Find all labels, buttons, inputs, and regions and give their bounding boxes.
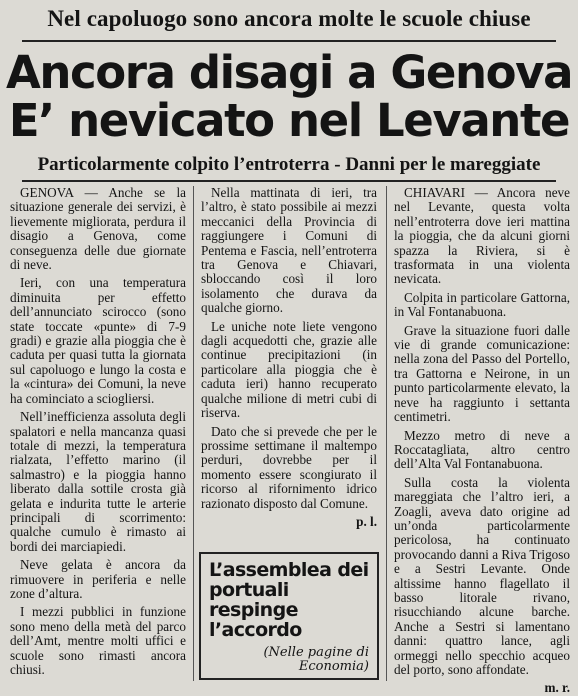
paragraph: Neve gelata è ancora da rimuovere in periferia e nelle zone d’altura. — [10, 557, 186, 601]
column-divider — [386, 186, 387, 681]
paragraph: CHIAVARI — Ancora neve nel Levante, questa volta nell’entroterra dove ieri mattina la pioggia, che da alcuni giorni spazza la Riviera, si è trasformata in una violenta nevicata. — [394, 185, 570, 287]
paragraph: Nell’inefficienza assoluta degli spalatori e nella mancanza quasi totale di mezzi, la temperatura rialzata, l’effetto marino (il salmastro) e la pioggia hanno liberato dalla sottile crosta già gelata e indurita tutte le arterie principali di scorrimento: qualche cumulo è rimasto ai bordi dei marciapiedi. — [10, 409, 186, 554]
paragraph: Colpita in particolare Gattorna, in Val Fontanabuona. — [394, 289, 570, 320]
paragraph: Nella mattinata di ieri, tra l’altro, è stato possibile ai mezzi meccanici della Provincia di raggiungere i Comuni di Pentema e Fascia, nell’entroterra tra Genova e Chiavari, sbloccando così il loro isolamento che durava da qualche giorno. — [201, 185, 377, 316]
paragraph: Grave la situazione fuori dalle vie di grande comunicazione: nella zona del Passo del Portello, tra Gattorna e Neirone, in un punto particolarmente elevato, la neve ha raggiunto i settanta centimetri. — [394, 322, 570, 425]
box-note: (Nelle pagine di Economia) — [263, 645, 369, 674]
paragraph: Mezzo metro di neve a Roccatagliata, altro centro dell’Alta Val Fontanabuona. — [394, 427, 570, 472]
boxed-notice — [199, 552, 379, 680]
signature: m. r. — [544, 680, 570, 696]
box-title: L’assemblea dei portuali respinge l’accordo — [209, 559, 369, 641]
paragraph: I mezzi pubblici in funzione sono meno della metà del parco dell’Amt, mentre molti uffici e scuole sono rimasti ancora chiusi. — [10, 604, 186, 677]
paragraph: GENOVA — Anche se la situazione generale dei servizi, è lievemente migliorata, perdura il disagio a Genova, come conseguenza delle due giornate di neve. — [10, 185, 186, 273]
column-divider — [193, 186, 194, 681]
column-2 — [201, 186, 377, 529]
signature: p. l. — [356, 513, 377, 529]
kicker: Nel capoluogo sono ancora molte le scuole chiuse — [47, 6, 531, 31]
headline-line-2: E’ nevicato nel Levante — [8, 94, 570, 147]
paragraph: Ieri, con una temperatura diminuita per effetto dell’annunciato scirocco (sono state toccate «punte» di 7-9 gradi) e grazie alla pioggia che è caduta per quasi tutta la giornata sul capoluogo e lungo la costa e la «cintura» dei Comuni, la neve ha cominciato a sciogliersi. — [10, 275, 186, 406]
subhead: Particolarmente colpito l’entroterra - Danni per le mareggiate — [37, 154, 541, 175]
headline-line-1: Ancora disagi a Genova — [5, 46, 573, 99]
paragraph: Sulla costa la violenta mareggiata che l’altro ieri, a Zoagli, aveva dato origine ad un’onda particolarmente pericolosa, ha continuato provocando danni a Riva Trigoso e a Sestri Levante. Onde altissime hanno flagellato il basso litorale rivano, risucchiando alcune barche. Anche a Sestri si lamentano danni: quattro lance, agli ormeggi nello specchio acqueo del porto, sono affondate. — [394, 474, 570, 677]
top-rule — [22, 40, 556, 42]
column-1 — [10, 186, 186, 681]
column-3 — [394, 186, 570, 696]
paragraph: Dato che si prevede che per le prossime settimane il maltempo perduri, dovrebbe per il momento essere scongiurato il ricorso al rifornimento idrico razionato disposto dal Comune. — [201, 423, 377, 511]
paragraph: Le uniche note liete vengono dagli acquedotti che, grazie alle continue precipitazioni (in particolare alla pioggia che è caduta ieri) hanno recuperato qualche milione di metri cubi di riserva. — [201, 318, 377, 421]
subhead-rule — [22, 180, 556, 182]
